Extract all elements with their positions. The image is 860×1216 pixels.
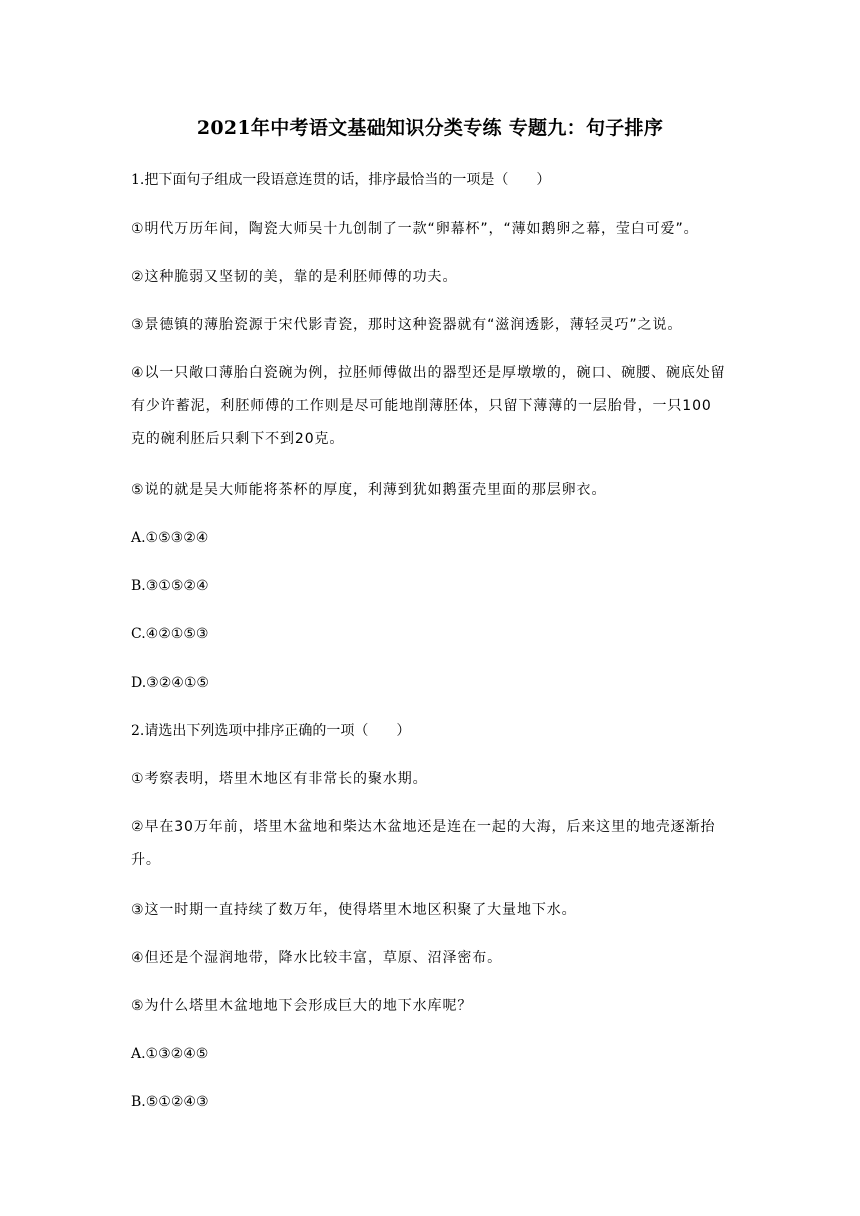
question-2-statement-4: ④但还是个湿润地带，降水比较丰富，草原、沼泽密布。 — [131, 950, 503, 966]
page-title: 2021年中考语文基础知识分类专练 专题九：句子排序 — [196, 117, 664, 139]
question-2-option-b: B.⑤①②④③ — [131, 1094, 209, 1110]
question-2-statement-2-line-2: 升。 — [131, 852, 161, 868]
question-2-statement-1: ①考察表明，塔里木地区有非常长的聚水期。 — [131, 771, 428, 787]
question-1-statement-2: ②这种脆弱又坚韧的美，靠的是利胚师傅的功夫。 — [131, 269, 458, 285]
question-1-statement-1: ①明代万历年间，陶瓷大师吴十九创制了一款“卵幕杯”，“薄如鹅卵之幕，莹白可爱”。 — [131, 221, 699, 237]
question-1-option-a: A.①⑤③②④ — [131, 530, 209, 546]
question-2-statement-2-line-1: ②早在30万年前，塔里木盆地和柴达木盆地还是连在一起的大海，后来这里的地壳逐渐抬 — [131, 819, 716, 835]
question-1-statement-4-line-1: ④以一只敞口薄胎白瓷碗为例，拉胚师傅做出的器型还是厚墩墩的，碗口、碗腰、碗底处留 — [131, 365, 726, 381]
question-1-statement-3: ③景德镇的薄胎瓷源于宋代影青瓷，那时这种瓷器就有“滋润透影，薄轻灵巧”之说。 — [131, 317, 683, 333]
question-1-statement-4 — [131, 357, 731, 456]
question-2-statement-3: ③这一时期一直持续了数万年，使得塔里木地区积聚了大量地下水。 — [131, 902, 577, 918]
question-2-statement-2 — [131, 811, 731, 877]
question-1-option-d: D.③②④①⑤ — [131, 675, 209, 691]
question-1-statement-4-line-2: 有少许蓄泥，利胚师傅的工作则是尽可能地削薄胚体，只留下薄薄的一层胎骨，一只100 — [131, 398, 712, 414]
question-2-statement-5: ⑤为什么塔里木盆地地下会形成巨大的地下水库呢？ — [131, 998, 473, 1014]
question-2-option-a: A.①③②④⑤ — [131, 1046, 209, 1062]
question-1-option-c: C.④②①⑤③ — [131, 626, 209, 642]
question-1-statement-5: ⑤说的就是吴大师能将茶杯的厚度，利薄到犹如鹅蛋壳里面的那层卵衣。 — [131, 482, 607, 498]
question-1-prompt: 1.把下面句子组成一段语意连贯的话，排序最恰当的一项是（ ） — [131, 172, 551, 188]
question-1-statement-4-line-3: 克的碗利胚后只剩下不到20克。 — [131, 431, 345, 447]
question-2-prompt: 2.请选出下列选项中排序正确的一项（ ） — [131, 723, 411, 739]
question-1-option-b: B.③①⑤②④ — [131, 578, 209, 594]
